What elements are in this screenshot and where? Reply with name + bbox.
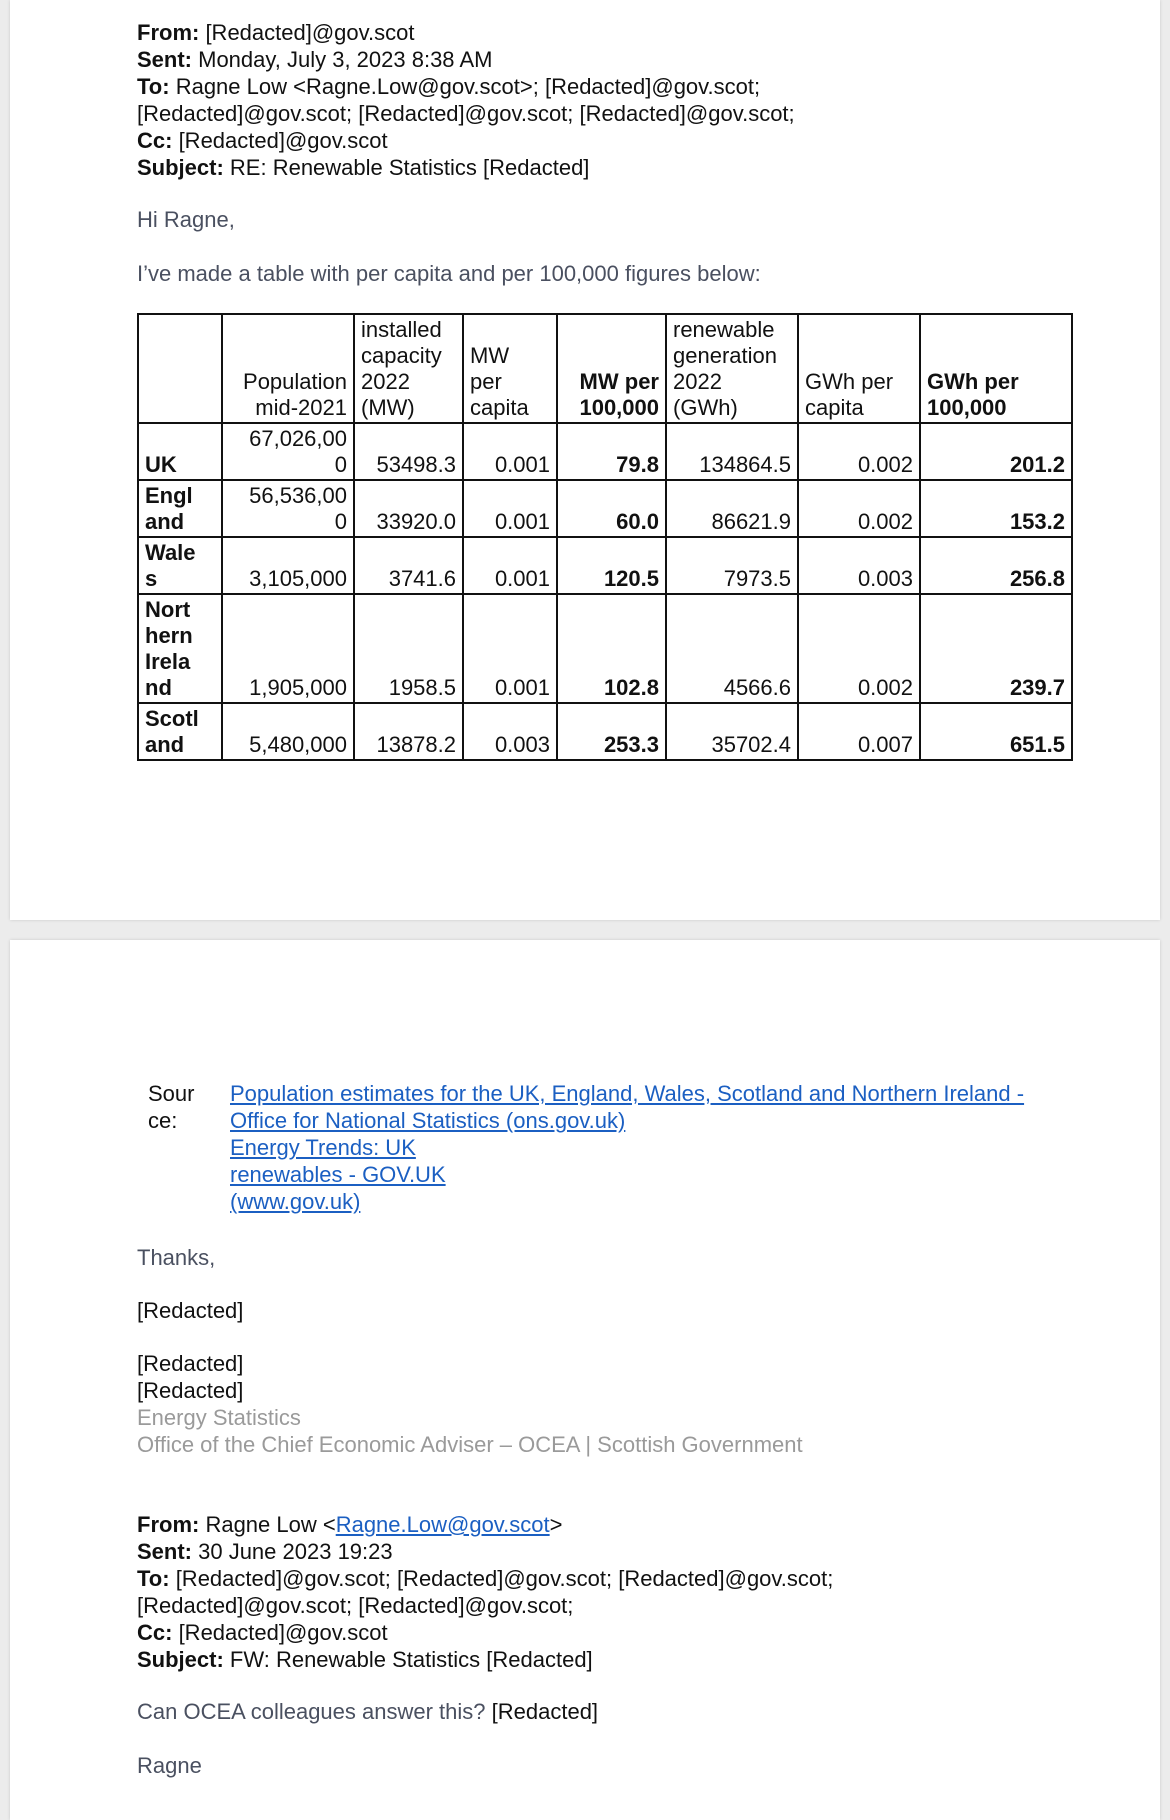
cc-line: Cc: [Redacted]@gov.scot	[137, 128, 388, 153]
subject-line: Subject: RE: Renewable Statistics [Redacted]	[137, 155, 590, 180]
gwh-per-100k-cell: 651.5	[920, 703, 1072, 760]
from-line: From: [Redacted]@gov.scot	[137, 20, 415, 45]
gwh-per-capita-cell: 0.002	[798, 480, 920, 537]
gwh-per-capita-cell: 0.007	[798, 703, 920, 760]
region-cell: Nort hern Irela nd	[138, 594, 222, 703]
mw-per-capita-cell: 0.001	[463, 423, 557, 480]
table-header-row	[138, 314, 1072, 423]
signature-block: [Redacted] [Redacted] Energy Statistics Office of the Chief Economic Adviser – OCEA | Scottish Government	[137, 1351, 803, 1457]
to-line: To: Ragne Low <Ragne.Low@gov.scot>; [Redacted]@gov.scot;	[137, 74, 761, 99]
mw-per-100k-cell: 79.8	[557, 423, 666, 480]
header-gwh-per-capita: GWh per capita	[798, 314, 920, 423]
sender-name: [Redacted]	[137, 1298, 244, 1323]
header-generation: renewable generation 2022 (GWh)	[666, 314, 798, 423]
gov-uk-link[interactable]: Energy Trends: UK renewables - GOV.UK (www.gov.uk)	[230, 1135, 446, 1214]
table-row	[138, 480, 1072, 537]
population-cell: 3,105,000	[222, 537, 354, 594]
mw-per-capita-cell: 0.001	[463, 594, 557, 703]
signature-ragne: Ragne	[137, 1753, 202, 1778]
gwh-per-capita-cell: 0.002	[798, 594, 920, 703]
header-mw-per-capita: MW per capita	[463, 314, 557, 423]
capacity-cell: 3741.6	[354, 537, 463, 594]
gwh-per-100k-cell: 201.2	[920, 423, 1072, 480]
intro-text: I’ve made a table with per capita and per 100,000 figures below:	[137, 261, 761, 286]
from-line-2: From: Ragne Low <Ragne.Low@gov.scot>	[137, 1512, 563, 1537]
capacity-cell: 1958.5	[354, 594, 463, 703]
gwh-per-capita-cell: 0.002	[798, 423, 920, 480]
thanks-text: Thanks,	[137, 1245, 216, 1270]
generation-cell: 4566.6	[666, 594, 798, 703]
generation-cell: 35702.4	[666, 703, 798, 760]
population-cell: 56,536,00 0	[222, 480, 354, 537]
region-cell: UK	[138, 423, 222, 480]
table-body	[138, 423, 1072, 760]
capacity-cell: 33920.0	[354, 480, 463, 537]
header-mw-per-100k: MW per 100,000	[557, 314, 666, 423]
header-capacity: installed capacity 2022 (MW)	[354, 314, 463, 423]
population-cell: 1,905,000	[222, 594, 354, 703]
to-line-2: To: [Redacted]@gov.scot; [Redacted]@gov.scot; [Redacted]@gov.scot;	[137, 1566, 834, 1591]
region-cell: Wale s	[138, 537, 222, 594]
ons-link[interactable]: Population estimates for the UK, England, Wales, Scotland and Northern Ireland - Office for National Statistics (ons.gov.uk)	[230, 1081, 1025, 1133]
email-header-1	[137, 19, 795, 181]
gwh-per-100k-cell: 256.8	[920, 537, 1072, 594]
mw-per-100k-cell: 60.0	[557, 480, 666, 537]
to-line-2-cont: [Redacted]@gov.scot; [Redacted]@gov.scot;	[137, 1593, 574, 1618]
greeting: Hi Ragne,	[137, 207, 235, 232]
body-question: Can OCEA colleagues answer this? [Redacted]	[137, 1699, 599, 1724]
mw-per-capita-cell: 0.003	[463, 703, 557, 760]
mw-per-100k-cell: 253.3	[557, 703, 666, 760]
header-gwh-per-100k: GWh per 100,000	[920, 314, 1072, 423]
header-blank	[138, 314, 222, 423]
mw-per-capita-cell: 0.001	[463, 480, 557, 537]
to-line-cont: [Redacted]@gov.scot; [Redacted]@gov.scot; [Redacted]@gov.scot;	[137, 101, 795, 126]
table-row	[138, 537, 1072, 594]
region-cell: Scotl and	[138, 703, 222, 760]
population-cell: 67,026,00 0	[222, 423, 354, 480]
table-row	[138, 423, 1072, 480]
population-cell: 5,480,000	[222, 703, 354, 760]
region-cell: Engl and	[138, 480, 222, 537]
sent-line: Sent: Monday, July 3, 2023 8:38 AM	[137, 47, 493, 72]
table-row	[138, 594, 1072, 703]
mw-per-100k-cell: 102.8	[557, 594, 666, 703]
capacity-cell: 13878.2	[354, 703, 463, 760]
gwh-per-100k-cell: 239.7	[920, 594, 1072, 703]
renewables-table	[137, 313, 1073, 761]
gwh-per-capita-cell: 0.003	[798, 537, 920, 594]
subject-line-2: Subject: FW: Renewable Statistics [Redacted]	[137, 1647, 593, 1672]
gwh-per-100k-cell: 153.2	[920, 480, 1072, 537]
cc-line-2: Cc: [Redacted]@gov.scot	[137, 1620, 388, 1645]
ragne-email-link[interactable]: Ragne.Low@gov.scot	[335, 1512, 550, 1537]
email-header-2	[137, 1511, 833, 1673]
generation-cell: 86621.9	[666, 480, 798, 537]
generation-cell: 7973.5	[666, 537, 798, 594]
capacity-cell: 53498.3	[354, 423, 463, 480]
mw-per-capita-cell: 0.001	[463, 537, 557, 594]
source-label: Sour ce:	[148, 1081, 195, 1133]
mw-per-100k-cell: 120.5	[557, 537, 666, 594]
header-population: Population mid-2021	[222, 314, 354, 423]
source-links	[230, 1080, 1090, 1215]
sent-line-2: Sent: 30 June 2023 19:23	[137, 1539, 393, 1564]
table-row	[138, 703, 1072, 760]
generation-cell: 134864.5	[666, 423, 798, 480]
